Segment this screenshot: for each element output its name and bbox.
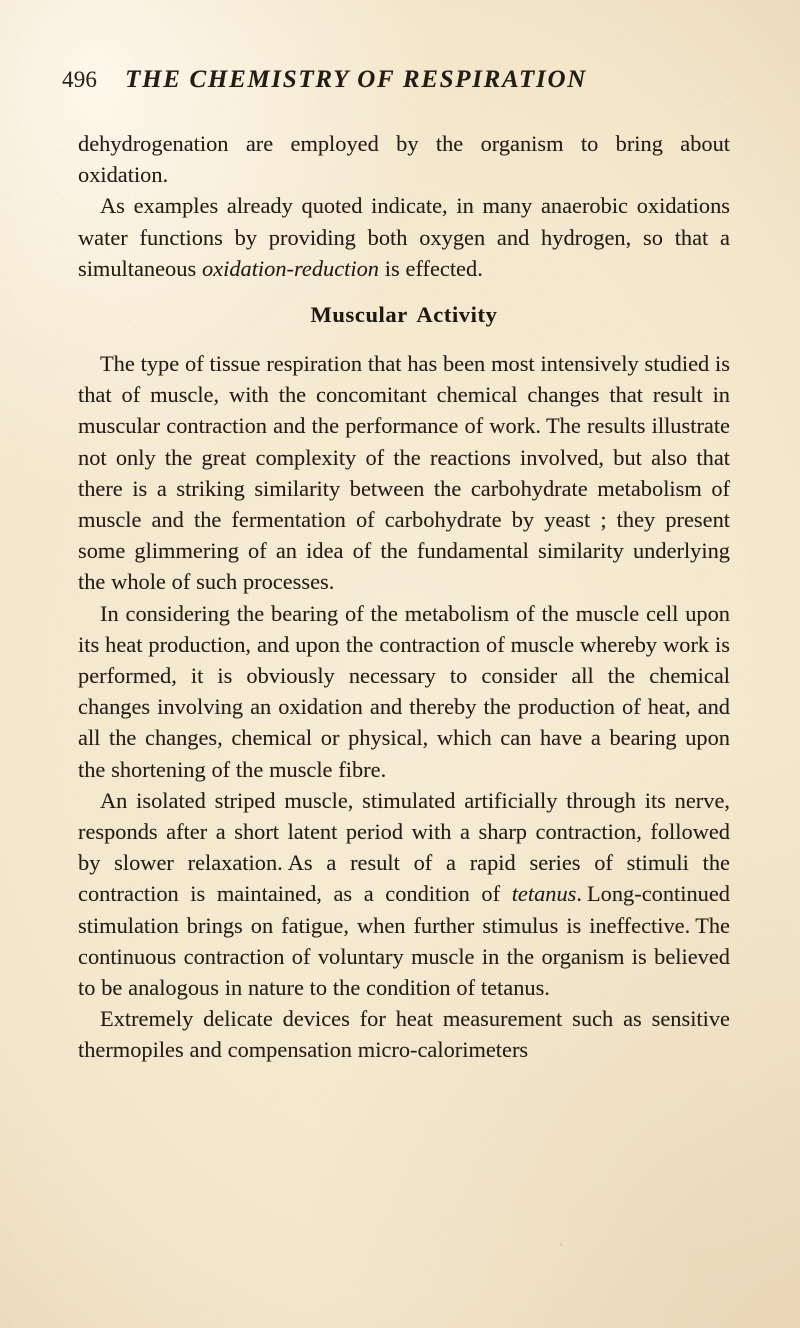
paper-speck [560, 1243, 563, 1246]
text-column [78, 128, 730, 1066]
paragraph: An isolated striped muscle, stimulated artificially through its nerve, responds after a short latent period with a sharp contraction, followed by slower relaxation. As a result of a rapid series of stimuli the contraction is maintained, as a condition of tetanus. Long-continued stimulation brings on fatigue, when further stimulus is ineffective. The continuous contraction of voluntary muscle in the organism is believed to be analogous in nature to the condition of tetanus. [78, 787, 730, 1001]
running-head-title: THE CHEMISTRY OF RESPIRATION [125, 66, 587, 93]
paragraph: Extremely delicate devices for heat measurement such as sensitive thermopiles and compensation micro-calorimeters [78, 1006, 730, 1063]
paragraph: The type of tissue respiration that has been most intensively studied is that of muscle, with the concomitant chemical changes that result in muscular contraction and the performance of work. The results illustrate not only the great complexity of the reactions involved, but also that there is a striking similarity between the carbohydrate metabolism of muscle and the fermentation of carbohydrate by yeast ; they present some glimmering of an idea of the fundamental similarity underlying the whole of such processes. [78, 351, 730, 595]
paragraph: As examples already quoted indicate, in many anaerobic oxidations water functions by providing both oxygen and hydrogen, so that a simultaneous oxidation-reduction is effected. [78, 193, 730, 281]
italic-term: tetanus [511, 881, 577, 907]
paragraph: In considering the bearing of the metabolism of the muscle cell upon its heat production, and upon the contraction of muscle whereby work is performed, it is obviously necessary to consider all the chemical changes involving an oxidation and thereby the production of heat, and all the changes, chemical or physical, which can have a bearing upon the shortening of the muscle fibre. [78, 600, 730, 782]
paragraph: dehydrogenation are employed by the organism to bring about oxidation. [78, 131, 730, 188]
italic-term: oxidation-reduction [201, 255, 379, 281]
section-heading: Muscular Activity [310, 302, 498, 328]
running-head [0, 66, 800, 100]
page-number: 496 [62, 67, 98, 92]
